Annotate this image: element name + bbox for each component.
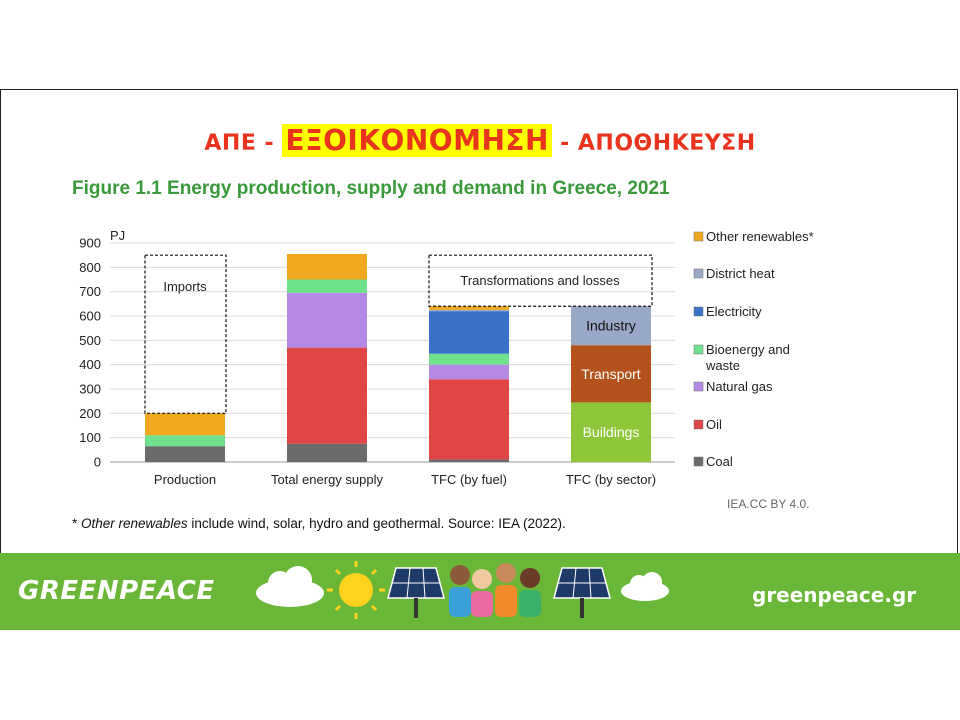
legend-swatch bbox=[694, 307, 703, 316]
x-tick-label: TFC (by fuel) bbox=[431, 472, 507, 487]
legend-swatch bbox=[694, 269, 703, 278]
legend-swatch bbox=[694, 345, 703, 354]
legend-label: Oil bbox=[706, 417, 722, 432]
y-tick-label: 400 bbox=[79, 357, 101, 373]
y-tick-label: 700 bbox=[79, 284, 101, 300]
sun-icon bbox=[327, 561, 385, 619]
y-tick-label: 300 bbox=[79, 381, 101, 397]
people-icon bbox=[449, 563, 541, 617]
transformations-label: Transformations and losses bbox=[460, 273, 620, 288]
legend-swatch bbox=[694, 457, 703, 466]
y-tick-label: 0 bbox=[93, 454, 101, 470]
bar-segment bbox=[145, 446, 225, 462]
x-tick-label: Production bbox=[153, 472, 217, 487]
slide-title-right: ΑΠΟΘΗΚΕΥΣΗ bbox=[577, 131, 756, 156]
cloud-icon bbox=[621, 572, 669, 601]
footnote-italic: Other renewables bbox=[81, 516, 188, 531]
bar-segment bbox=[429, 379, 509, 459]
slide-title-separator: - bbox=[256, 131, 283, 156]
legend-label: Other renewables* bbox=[706, 229, 814, 244]
y-tick-label: 800 bbox=[79, 259, 101, 275]
legend-label: Bioenergy and bbox=[706, 342, 790, 357]
bar-segment bbox=[429, 311, 509, 354]
x-tick-label: TFC (by sector) bbox=[565, 472, 657, 487]
bar-segment bbox=[429, 365, 509, 380]
legend-label: Coal bbox=[706, 454, 733, 469]
sector-label: Transport bbox=[581, 365, 641, 382]
solar-panel-icon bbox=[554, 568, 610, 618]
legend-swatch bbox=[694, 232, 703, 241]
solar-panel-icon bbox=[388, 568, 444, 618]
y-tick-label: 600 bbox=[79, 308, 101, 324]
figure-footnote bbox=[72, 516, 566, 531]
legend-label: Electricity bbox=[706, 304, 762, 319]
slide-title-left: ΑΠΕ bbox=[204, 131, 257, 156]
y-tick-label: 500 bbox=[79, 332, 101, 348]
legend-swatch bbox=[694, 382, 703, 391]
footnote-prefix: * bbox=[72, 516, 82, 531]
bar-segment bbox=[429, 354, 509, 365]
footnote-rest: include wind, solar, hydro and geothermal. Source: IEA (2022). bbox=[187, 516, 566, 531]
greenpeace-url: greenpeace.gr bbox=[752, 583, 917, 607]
sector-label: Buildings bbox=[582, 424, 640, 441]
bar-segment bbox=[429, 310, 509, 311]
slide-title-separator: - bbox=[551, 131, 578, 156]
bar-segment bbox=[145, 413, 225, 435]
figure-title: Figure 1.1 Energy production, supply and demand in Greece, 2021 bbox=[72, 178, 670, 199]
y-tick-label: 100 bbox=[79, 430, 101, 446]
cloud-icon bbox=[256, 566, 324, 607]
imports-label: Imports bbox=[163, 279, 207, 294]
y-axis-unit-label: PJ bbox=[110, 228, 126, 243]
slide-title-highlight: ΕΞΟΙΚΟΝΟΜΗΣΗ bbox=[282, 124, 552, 157]
bar-segment bbox=[287, 444, 367, 462]
x-tick-label: Total energy supply bbox=[270, 472, 384, 487]
bar-segment bbox=[145, 435, 225, 446]
y-tick-label: 900 bbox=[79, 235, 101, 251]
legend-label: District heat bbox=[706, 266, 775, 281]
figure-credit: IEA.CC BY 4.0. bbox=[727, 497, 810, 511]
legend-label: Natural gas bbox=[706, 379, 773, 394]
sector-label: Industry bbox=[586, 317, 636, 334]
legend-label: waste bbox=[706, 358, 740, 373]
y-tick-label: 200 bbox=[79, 405, 101, 421]
bar-segment bbox=[287, 280, 367, 293]
bar-segment bbox=[287, 254, 367, 280]
bar-segment bbox=[287, 293, 367, 348]
bar-segment bbox=[287, 348, 367, 444]
legend-swatch bbox=[694, 420, 703, 429]
bar-segment bbox=[429, 460, 509, 462]
greenpeace-logo: GREENPEACE bbox=[18, 576, 215, 606]
banner-illustration bbox=[250, 553, 670, 630]
